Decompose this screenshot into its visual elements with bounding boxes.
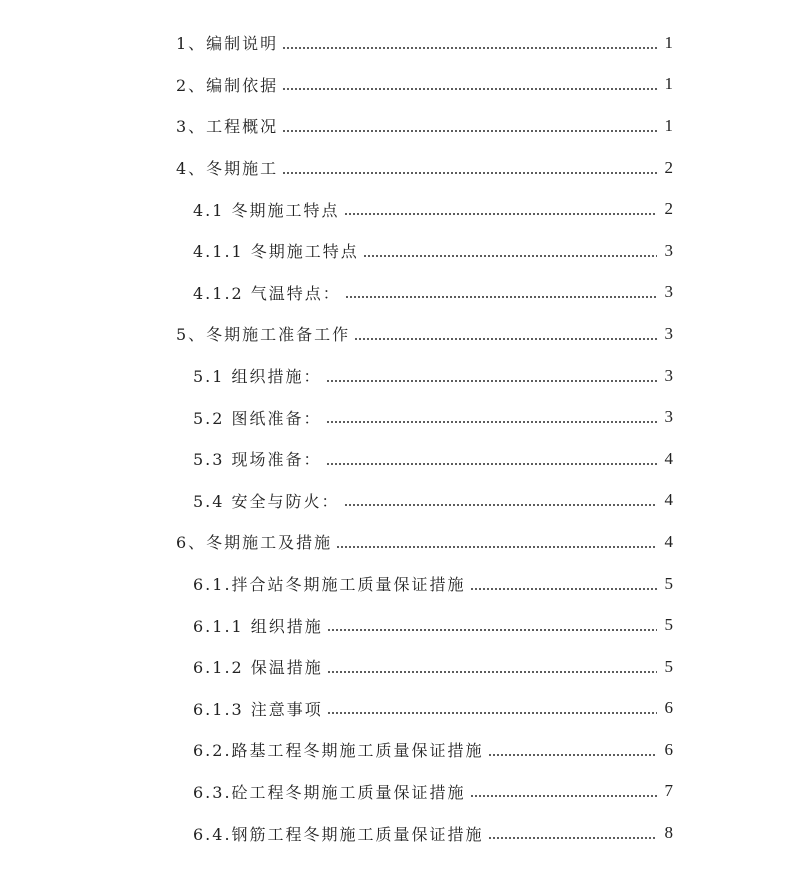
toc-entry[interactable] xyxy=(0,521,796,563)
toc-entry-label: 5.4 安全与防火： xyxy=(193,489,342,512)
toc-entry[interactable] xyxy=(0,188,796,230)
toc-entry-page: 1 xyxy=(664,74,673,94)
toc-entry-page: 6 xyxy=(664,698,673,718)
toc-entry-page: 2 xyxy=(664,199,673,219)
toc-entry[interactable] xyxy=(0,355,796,397)
toc-entry-label: 5.1 组织措施： xyxy=(193,364,324,387)
dot-leader xyxy=(282,172,657,174)
dot-leader xyxy=(282,130,657,132)
dot-leader xyxy=(488,754,657,756)
toc-entry-page: 4 xyxy=(664,490,673,510)
toc-entry-label: 3、工程概况 xyxy=(176,114,280,137)
toc-entry-page: 8 xyxy=(664,823,673,843)
dot-leader xyxy=(488,837,657,839)
toc-entry[interactable] xyxy=(0,313,796,355)
toc-entry-page: 3 xyxy=(664,282,673,302)
toc-entry-page: 3 xyxy=(664,240,673,260)
toc-entry[interactable] xyxy=(0,604,796,646)
toc-entry[interactable] xyxy=(0,230,796,272)
dot-leader xyxy=(345,296,657,298)
dot-leader xyxy=(326,421,657,423)
toc-entry-page: 5 xyxy=(664,573,673,593)
toc-entry-page: 3 xyxy=(664,323,673,343)
toc-entry[interactable] xyxy=(0,105,796,147)
toc-entry-page: 5 xyxy=(664,656,673,676)
toc-entry[interactable] xyxy=(0,563,796,605)
dot-leader xyxy=(282,88,657,90)
dot-leader xyxy=(327,712,657,714)
toc-entry[interactable] xyxy=(0,729,796,771)
toc-entry[interactable] xyxy=(0,22,796,64)
toc-entry-label: 4.1.1 冬期施工特点 xyxy=(193,239,361,262)
toc-entry[interactable] xyxy=(0,480,796,522)
dot-leader xyxy=(363,255,657,257)
toc-entry-label: 2、编制依据 xyxy=(176,73,280,96)
toc-entry[interactable] xyxy=(0,646,796,688)
toc-entry-page: 2 xyxy=(664,157,673,177)
toc-entry-label: 6.4.钢筋工程冬期施工质量保证措施 xyxy=(193,822,486,845)
toc-entry-label: 6.1.2 保温措施 xyxy=(193,655,325,678)
toc-entry[interactable] xyxy=(0,396,796,438)
toc-entry-label: 5、冬期施工准备工作 xyxy=(176,322,352,345)
dot-leader xyxy=(336,546,657,548)
toc-entry-page: 7 xyxy=(664,781,673,801)
dot-leader xyxy=(470,588,657,590)
toc-entry-label: 6.1.拌合站冬期施工质量保证措施 xyxy=(193,572,468,595)
toc-entry-label: 6.1.3 注意事项 xyxy=(193,697,325,720)
toc-entry-label: 6、冬期施工及措施 xyxy=(176,530,334,553)
dot-leader xyxy=(326,380,657,382)
toc-entry-label: 4.1 冬期施工特点 xyxy=(193,198,342,221)
toc-entry[interactable] xyxy=(0,688,796,730)
toc-entry[interactable] xyxy=(0,812,796,854)
toc-entry-page: 4 xyxy=(664,531,673,551)
toc-entry-page: 3 xyxy=(664,407,673,427)
toc-entry[interactable] xyxy=(0,438,796,480)
dot-leader xyxy=(344,213,657,215)
toc-entry-label: 4、冬期施工 xyxy=(176,156,280,179)
toc-entry-label: 1、编制说明 xyxy=(176,31,280,54)
toc-entry-page: 3 xyxy=(664,365,673,385)
dot-leader xyxy=(327,671,657,673)
toc-entry-label: 5.2 图纸准备： xyxy=(193,406,324,429)
toc-entry-page: 1 xyxy=(664,115,673,135)
toc-entry-page: 6 xyxy=(664,739,673,759)
toc-entry-label: 6.2.路基工程冬期施工质量保证措施 xyxy=(193,738,486,761)
dot-leader xyxy=(327,629,657,631)
toc-entry[interactable] xyxy=(0,771,796,813)
toc-entry[interactable] xyxy=(0,64,796,106)
toc-entry-label: 6.3.砼工程冬期施工质量保证措施 xyxy=(193,780,468,803)
dot-leader xyxy=(470,795,657,797)
table-of-contents xyxy=(0,22,796,854)
dot-leader xyxy=(326,463,657,465)
toc-entry[interactable] xyxy=(0,272,796,314)
dot-leader xyxy=(282,47,657,49)
toc-entry-page: 1 xyxy=(664,32,673,52)
dot-leader xyxy=(344,504,657,506)
toc-entry-label: 4.1.2 气温特点： xyxy=(193,281,343,304)
toc-entry-label: 6.1.1 组织措施 xyxy=(193,614,325,637)
toc-entry[interactable] xyxy=(0,147,796,189)
toc-entry-page: 4 xyxy=(664,448,673,468)
toc-entry-page: 5 xyxy=(664,615,673,635)
dot-leader xyxy=(354,338,657,340)
toc-entry-label: 5.3 现场准备： xyxy=(193,447,324,470)
